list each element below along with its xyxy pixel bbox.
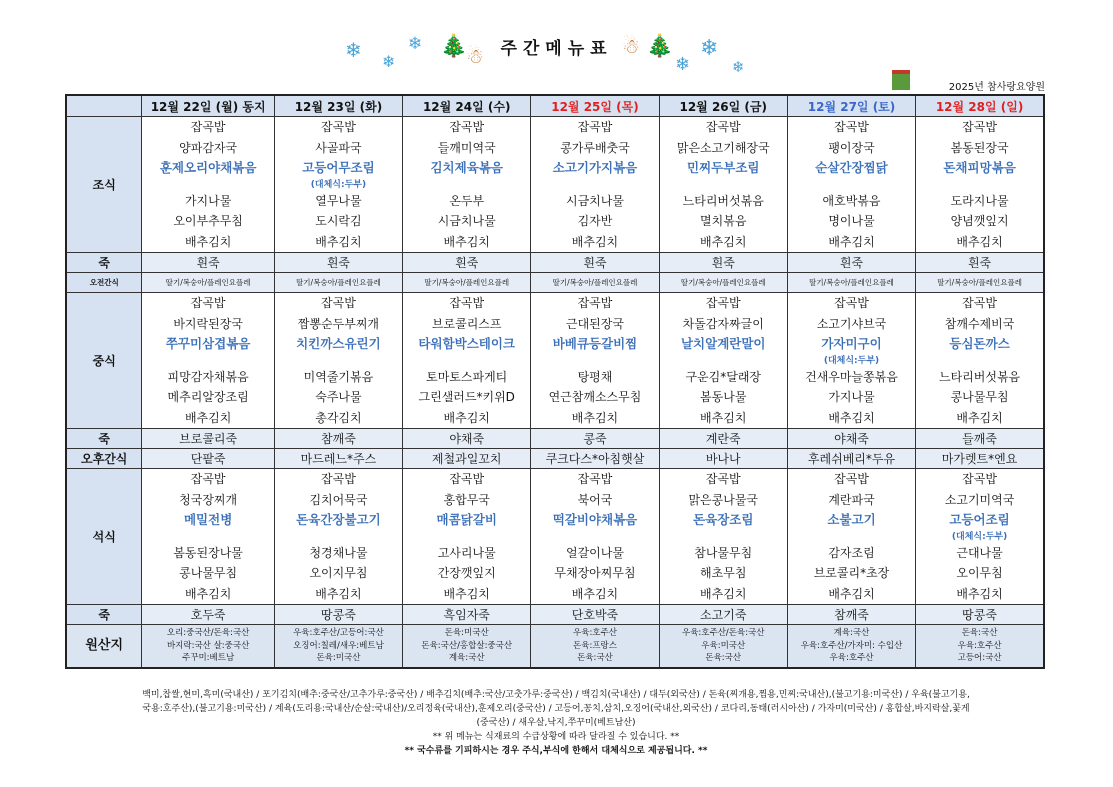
menu-item: 배추김치 — [443, 410, 490, 425]
menu-item: 계란파국 — [828, 492, 875, 507]
menu-item: 해초무침 — [700, 566, 747, 580]
menu-item: 흰죽 — [787, 253, 915, 273]
menu-item: 바지락된장국 — [173, 316, 243, 331]
menu-cell — [274, 293, 402, 429]
menu-item: 딸기/복숭아/플레인요플레 — [916, 273, 1044, 293]
menu-item: 잡곡밥 — [190, 296, 226, 310]
menu-item: 참깨죽 — [274, 429, 402, 449]
origin-line: 돈육:국산 — [577, 653, 613, 663]
menu-item: 청국장찌개 — [179, 492, 238, 507]
origin-line: 오리:중국산/돈육:국산 — [166, 628, 250, 638]
menu-item: 도시락김 — [315, 214, 362, 228]
menu-item: 잡곡밥 — [190, 472, 226, 486]
menu-item: 미역줄기볶음 — [303, 369, 374, 384]
menu-item: 잡곡밥 — [577, 296, 613, 310]
menu-item: 잡곡밥 — [962, 296, 997, 310]
menu-item: 브로콜리죽 — [142, 429, 274, 449]
menu-item: 근대된장국 — [565, 316, 624, 331]
menu-item: 배추김치 — [184, 410, 232, 425]
menu-item: 흑임자죽 — [403, 605, 531, 625]
gingerbread-icon: ☃ — [466, 44, 484, 68]
menu-item: 단팥죽 — [142, 449, 274, 469]
menu-item: 야채죽 — [403, 429, 531, 449]
menu-item: 오이무침 — [956, 566, 1003, 580]
day-header: 12월 27일 (토) — [787, 95, 915, 117]
menu-item: 배추김치 — [443, 234, 490, 249]
row-label: 조식 — [66, 117, 142, 253]
gingerbread-icon: ☃ — [622, 34, 640, 58]
day-header: 12월 26일 (금) — [659, 95, 787, 117]
spacer — [531, 179, 658, 191]
menu-item: 딸기/복숭아/플레인요플레 — [142, 273, 274, 293]
menu-item: 김치제육볶음 — [430, 160, 503, 175]
menu-cell — [531, 293, 659, 429]
menu-item: 소고기가지볶음 — [552, 160, 638, 175]
origin-cell — [531, 625, 659, 668]
menu-item: 흰죽 — [274, 253, 402, 273]
pm_porridge-row — [66, 429, 1044, 449]
am_snack-row — [66, 273, 1044, 293]
spacer — [142, 355, 273, 367]
origin-line: 우육:호주산 — [957, 640, 1002, 651]
origin-line: 돈육:미국산 — [444, 628, 489, 638]
origin-cell — [787, 625, 915, 668]
page-title: 주간메뉴표 — [500, 39, 613, 59]
organization-name: 2025년 참사랑요양원 — [948, 82, 1045, 93]
menu-cell — [531, 117, 659, 253]
menu-item: 딸기/복숭아/플레인요플레 — [787, 273, 915, 293]
menu-cell — [787, 117, 915, 253]
menu-item: 호두죽 — [142, 605, 274, 625]
menu-cell — [659, 293, 787, 429]
menu-item: 참나물무침 — [694, 545, 753, 560]
menu-item: 숙주나물 — [315, 390, 362, 404]
menu-item: 매콤닭갈비 — [436, 512, 497, 527]
menu-item: 날치알계란말이 — [680, 336, 766, 351]
menu-item: 시금치나물 — [565, 193, 624, 208]
row-label: 죽 — [66, 605, 142, 625]
menu-item: 피망감자채볶음 — [167, 369, 249, 384]
origin-cell — [142, 625, 274, 668]
menu-item: 느타리버섯볶음 — [682, 193, 764, 208]
menu-item: 배추김치 — [956, 586, 1003, 601]
origin-line: 우육:호주산 — [573, 628, 617, 638]
menu-item: 딸기/복숭아/플레인요플레 — [659, 273, 787, 293]
origin-cell — [916, 625, 1044, 668]
snowflake-icon: ❄ — [675, 54, 691, 75]
menu-item: 잡곡밥 — [705, 296, 741, 310]
snowflake-icon: ❄ — [382, 52, 396, 71]
menu-item: (대체식:두부) — [951, 531, 1008, 542]
origin-row — [66, 625, 1044, 668]
menu-item: 오이부추무침 — [173, 214, 243, 228]
origin-line: 바지락:국산 살:중국산 — [166, 640, 250, 651]
gift-icon — [892, 70, 910, 90]
spacer — [660, 355, 787, 367]
menu-item: 토마토스파게티 — [426, 369, 508, 384]
menu-item: 멸치볶음 — [700, 214, 747, 228]
menu-item: 흰죽 — [403, 253, 531, 273]
menu-item: 쿠크다스*아침햇살 — [531, 449, 659, 469]
menu-item: 얼갈이나물 — [565, 545, 624, 560]
dinner-row — [66, 469, 1044, 605]
weekly-menu-table — [65, 94, 1045, 669]
spacer — [531, 531, 658, 543]
spacer — [403, 355, 530, 367]
menu-item: 딸기/복숭아/플레인요플레 — [403, 273, 531, 293]
menu-item: 맑은콩나물국 — [688, 492, 759, 507]
menu-item: 명이나물 — [828, 214, 875, 228]
menu-item: 잡곡밥 — [962, 120, 997, 134]
spacer — [403, 531, 530, 543]
menu-item: 잡곡밥 — [321, 296, 356, 310]
spacer — [403, 179, 530, 191]
row-label: 죽 — [66, 253, 142, 273]
menu-item: 차돌감자짜글이 — [682, 316, 764, 331]
menu-item: 등심돈까스 — [949, 336, 1010, 351]
menu-item: 배추김치 — [571, 234, 619, 249]
pm_snack-row — [66, 449, 1044, 469]
snowflake-icon: ❄ — [408, 34, 423, 54]
origin-line: 고등어:국산 — [957, 653, 1002, 663]
menu-item: 근대나물 — [956, 545, 1003, 560]
day-header: 12월 28일 (일) — [916, 95, 1044, 117]
menu-item: 양념깻잎지 — [950, 214, 1009, 228]
menu-item: 단호박죽 — [531, 605, 659, 625]
menu-item: 잡곡밥 — [577, 120, 613, 134]
menu-item: 팽이장국 — [828, 140, 875, 155]
menu-cell — [403, 117, 531, 253]
menu-item: 땅콩죽 — [274, 605, 402, 625]
menu-cell — [142, 293, 274, 429]
day-header: 12월 22일 (월) 동지 — [142, 95, 274, 117]
menu-item: 돈육간장불고기 — [296, 512, 381, 527]
menu-cell — [274, 469, 402, 605]
menu-item: 사골파국 — [315, 140, 362, 155]
row-label: 오전간식 — [66, 273, 142, 293]
origin-footnote — [66, 688, 1046, 758]
snowflake-icon: ❄ — [345, 38, 362, 62]
menu-item: 들깨죽 — [916, 429, 1044, 449]
footnote-line: 백미,찹쌀,현미,흑미(국내산) / 포기김치(배추:중국산/고추가루:중국산) / 배추김치(배추:국산/고춧가루:중국산) / 백김치(국내산) / 대두(외국산) / 돈육(찌개용,찜용,민찌:국내산),(불고기용:미국산) / 우육(불고기용, — [142, 690, 970, 700]
menu-item: 오이지무침 — [309, 566, 368, 580]
spacer — [660, 531, 787, 543]
menu-item: 잡곡밥 — [449, 296, 485, 310]
menu-item: 바베큐등갈비찜 — [552, 336, 638, 351]
menu-item: 제철과일꼬치 — [403, 449, 531, 469]
menu-item: 느타리버섯볶음 — [938, 369, 1021, 384]
menu-cell — [659, 117, 787, 253]
menu-item: 쭈꾸미삼겹볶음 — [165, 336, 251, 351]
menu-item: 배추김치 — [571, 410, 619, 425]
menu-item: 잡곡밥 — [449, 120, 485, 134]
menu-cell — [403, 293, 531, 429]
row-label: 죽 — [66, 429, 142, 449]
origin-line: 돈육:국산 — [961, 628, 998, 638]
origin-line: 우육:호주산/가자미: 수입산 — [800, 640, 903, 651]
origin-line: 돈육:국산 — [705, 653, 742, 663]
menu-item: 김자반 — [577, 214, 613, 228]
menu-cell — [787, 469, 915, 605]
menu-item: 콩나물무침 — [179, 566, 238, 580]
spacer — [275, 531, 402, 543]
menu-item: 가지나물 — [828, 390, 875, 404]
menu-cell — [274, 117, 402, 253]
menu-item: 순살간장찜닭 — [815, 160, 888, 175]
menu-item: 메추리알장조림 — [167, 390, 249, 404]
menu-item: 배추김치 — [315, 234, 362, 249]
spacer — [660, 179, 787, 191]
christmas-tree-icon: 🎄 — [440, 34, 468, 59]
row-label: 오후간식 — [66, 449, 142, 469]
menu-item: 훈제오리야채볶음 — [159, 160, 257, 175]
menu-item: 딸기/복숭아/플레인요플레 — [531, 273, 659, 293]
snowflake-icon: ❄ — [700, 36, 719, 61]
menu-item: 떡갈비야채볶음 — [552, 512, 638, 527]
menu-item: 봄동된장국 — [950, 140, 1009, 155]
menu-item: 총각김치 — [315, 410, 362, 425]
corner-cell — [66, 95, 142, 117]
menu-item: 민찌두부조림 — [687, 160, 760, 175]
spacer — [916, 355, 1043, 367]
menu-cell — [142, 117, 274, 253]
menu-item: 흰죽 — [142, 253, 274, 273]
day-header: 12월 24일 (수) — [403, 95, 531, 117]
page-header — [0, 22, 1113, 82]
menu-item: 배추김치 — [956, 410, 1003, 425]
menu-item: 소불고기 — [827, 512, 876, 527]
menu-item: 돈채피망볶음 — [943, 160, 1016, 175]
spacer — [142, 531, 273, 543]
spacer — [142, 179, 273, 191]
menu-item: 치킨까스유린기 — [296, 336, 381, 351]
origin-line: 계육:국산 — [833, 628, 870, 638]
menu-item: 배추김치 — [956, 234, 1003, 249]
menu-item: 흰죽 — [916, 253, 1044, 273]
menu-item: 브로콜리*초장 — [813, 566, 890, 580]
origin-cell — [403, 625, 531, 668]
menu-item: 땅콩죽 — [916, 605, 1044, 625]
menu-item: 잡곡밥 — [577, 472, 613, 486]
menu-item: 잡곡밥 — [321, 120, 356, 134]
menu-item: 김치어묵국 — [309, 492, 368, 507]
origin-line: 계육:국산 — [448, 653, 485, 663]
menu-item: 흰죽 — [659, 253, 787, 273]
menu-item: 후레쉬베리*두유 — [787, 449, 915, 469]
menu-item: 잡곡밥 — [834, 472, 869, 486]
footnote-line: (중국산) / 새우살,낙지,쭈꾸미(베트남산) — [476, 718, 636, 728]
menu-item: 그린샐러드*키위D — [418, 390, 515, 404]
menu-item: 마가렛트*엔요 — [916, 449, 1044, 469]
menu-item: 참깨수제비국 — [944, 316, 1015, 331]
spacer — [531, 355, 658, 367]
menu-item: 배추김치 — [184, 234, 232, 249]
menu-item: 소고기죽 — [659, 605, 787, 625]
menu-cell — [142, 469, 274, 605]
origin-line: 돈육:미국산 — [316, 653, 361, 663]
spacer — [275, 355, 402, 367]
menu-item: 가지나물 — [184, 193, 232, 208]
origin-line: 돈육:프랑스 — [573, 640, 617, 651]
menu-item: 고사리나물 — [437, 545, 496, 560]
day-header-row — [66, 95, 1044, 117]
breakfast-row — [66, 117, 1044, 253]
menu-item: 마드레느*주스 — [274, 449, 402, 469]
menu-item: 브로콜리스프 — [431, 316, 502, 331]
notice-line: ** 위 메뉴는 식재료의 수급상황에 따라 달라질 수 있습니다. ** — [432, 732, 680, 742]
menu-cell — [403, 469, 531, 605]
spacer — [788, 531, 915, 543]
menu-item: 홍합무국 — [443, 492, 490, 507]
menu-item: 청경채나물 — [309, 545, 368, 560]
origin-line: 우육:호주산/고등어:국산 — [293, 628, 384, 638]
row-label: 원산지 — [66, 625, 142, 668]
menu-item: 온두부 — [449, 193, 485, 208]
menu-item: 배추김치 — [700, 410, 747, 425]
row-label: 석식 — [66, 469, 142, 605]
menu-cell — [916, 469, 1044, 605]
menu-item: 바나나 — [659, 449, 787, 469]
menu-item: 콩가루배춧국 — [560, 140, 630, 155]
christmas-tree-icon: 🎄 — [646, 34, 674, 59]
menu-cell — [787, 293, 915, 429]
menu-cell — [659, 469, 787, 605]
lunch-row — [66, 293, 1044, 429]
menu-item: 잡곡밥 — [834, 296, 869, 310]
menu-item: 양파감자국 — [179, 140, 238, 155]
menu-item: 감자조림 — [828, 545, 875, 560]
menu-item: 딸기/복숭아/플레인요플레 — [274, 273, 402, 293]
night_porridge-row — [66, 605, 1044, 625]
menu-item: 연근참깨소스무침 — [548, 390, 642, 404]
menu-item: (대체식:두부) — [310, 179, 367, 190]
menu-item: 잡곡밥 — [449, 472, 485, 486]
menu-item: 무채장아찌무침 — [554, 566, 636, 580]
menu-item: 돈육장조림 — [693, 512, 754, 527]
menu-item: 배추김치 — [184, 586, 232, 601]
day-header: 12월 23일 (화) — [274, 95, 402, 117]
origin-line: 우육:호주산 — [829, 653, 874, 663]
menu-item: 배추김치 — [828, 234, 875, 249]
menu-item: 애호박볶음 — [822, 193, 881, 208]
origin-cell — [274, 625, 402, 668]
am_porridge-row — [66, 253, 1044, 273]
origin-line: 우육:호주산/돈육:국산 — [681, 628, 765, 638]
menu-cell — [531, 469, 659, 605]
origin-line: 우육:미국산 — [701, 640, 746, 651]
notice-line: ** 국수류를 기피하시는 경우 주식,부식에 한해서 대체식으로 제공됩니다. ** — [404, 746, 708, 756]
menu-item: 북어국 — [577, 492, 613, 507]
menu-item: 참깨죽 — [787, 605, 915, 625]
menu-item: 도라지나물 — [950, 193, 1009, 208]
menu-item: 고등어무조림 — [302, 160, 375, 175]
menu-item: 배추김치 — [828, 586, 875, 601]
menu-item: 배추김치 — [828, 410, 875, 425]
menu-item: 잡곡밥 — [962, 472, 997, 486]
menu-item: (대체식:두부) — [823, 355, 880, 366]
menu-item: 메밀전병 — [183, 512, 233, 527]
menu-item: 배추김치 — [571, 586, 619, 601]
menu-item: 야채죽 — [787, 429, 915, 449]
menu-item: 소고기샤브국 — [816, 316, 887, 331]
menu-item: 소고기미역국 — [944, 492, 1015, 507]
spacer — [916, 179, 1043, 191]
menu-item: 시금치나물 — [437, 214, 496, 228]
menu-item: 가자미구이 — [821, 336, 882, 351]
menu-item: 짬뽕순두부찌개 — [297, 316, 380, 331]
menu-item: 배추김치 — [700, 586, 747, 601]
menu-item: 탕평채 — [577, 369, 613, 384]
menu-item: 배추김치 — [443, 586, 490, 601]
menu-item: 잡곡밥 — [705, 472, 741, 486]
menu-item: 열무나물 — [315, 193, 362, 208]
origin-cell — [659, 625, 787, 668]
row-label: 중식 — [66, 293, 142, 429]
snowflake-icon: ❄ — [732, 58, 745, 76]
menu-item: 잡곡밥 — [834, 120, 869, 134]
menu-item: 잡곡밥 — [321, 472, 356, 486]
menu-item: 계란죽 — [659, 429, 787, 449]
menu-item: 들깨미역국 — [437, 140, 496, 155]
menu-item: 콩나물무침 — [950, 390, 1009, 404]
menu-cell — [916, 117, 1044, 253]
menu-item: 잡곡밥 — [705, 120, 741, 134]
menu-item: 구운김*달래장 — [685, 369, 762, 384]
origin-line: 주꾸미:베트남 — [182, 653, 235, 663]
menu-item: 배추김치 — [700, 234, 747, 249]
menu-item: 건새우마늘쫑볶음 — [805, 369, 898, 384]
day-header: 12월 25일 (목) — [531, 95, 659, 117]
origin-line: 오징어:칠레/새우:베트남 — [293, 640, 384, 651]
origin-line: 돈육:국산/홍합살:중국산 — [421, 640, 513, 651]
menu-item: 콩죽 — [531, 429, 659, 449]
menu-item: 잡곡밥 — [190, 120, 226, 134]
menu-item: 흰죽 — [531, 253, 659, 273]
menu-item: 봄동나물 — [700, 390, 747, 404]
menu-item: 맑은소고기해장국 — [676, 140, 770, 155]
menu-cell — [916, 293, 1044, 429]
footnote-line: 국용:호주산),(불고기용:미국산) / 계육(도리용:국내산/순살:국내산)/오리정육(국내산),훈제오리(중국산) / 고등어,꽁치,삼치,오징어(국내산,외국산) / 코다리,동태(러시아산) / 가자미(미국산) / 홍합살,바지락살,꽃게 — [142, 704, 970, 714]
menu-item: 배추김치 — [315, 586, 362, 601]
menu-item: 고등어조림 — [949, 512, 1010, 527]
menu-item: 간장깻잎지 — [437, 566, 496, 580]
spacer — [788, 179, 915, 191]
menu-item: 봄동된장나물 — [173, 545, 243, 560]
menu-item: 타워함박스테이크 — [418, 336, 516, 351]
